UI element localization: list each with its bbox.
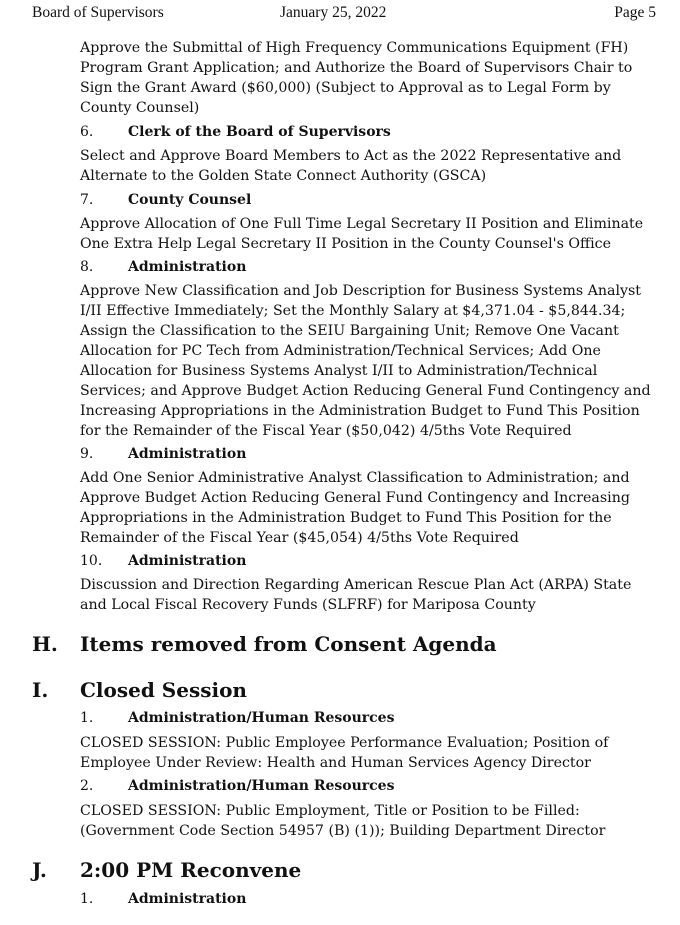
paragraph-line: Discussion and Direction Regarding American Rescue Plan Act (ARPA) State [80,577,632,593]
paragraph-line: I/II Effective Immediately; Set the Monthly Salary at $4,371.04 - $5,844.34; [80,303,626,319]
agenda-item-6-heading [80,124,391,140]
section-letter: H. [32,632,58,656]
closed-item-2-text [80,801,660,841]
item-number: 8. [80,259,94,275]
paragraph-line: Sign the Grant Award ($60,000) (Subject to Approval as to Legal Form by [80,80,611,96]
item-title: Clerk of the Board of Supervisors [128,124,391,140]
agenda-item-9-text [80,468,660,548]
item-number: 7. [80,192,94,208]
agenda-item-10-heading [80,553,246,569]
agenda-item-7-text [80,214,660,254]
paragraph-line: Remainder of the Fiscal Year ($45,054) 4/5ths Vote Required [80,530,519,546]
paragraph-line: County Counsel) [80,100,200,116]
section-letter: I. [32,678,49,702]
item-title: County Counsel [128,192,252,208]
section-title: Closed Session [80,678,247,702]
closed-item-1-text [80,733,660,773]
section-i-heading [32,678,247,702]
section-title: Items removed from Consent Agenda [80,632,497,656]
agenda-item-8-heading [80,259,246,275]
paragraph-line: Approve New Classification and Job Description for Business Systems Analyst [80,283,642,299]
item-title: Administration/Human Resources [128,778,395,794]
section-letter: J. [32,858,47,882]
paragraph-line: Employee Under Review: Health and Human Services Agency Director [80,755,591,771]
paragraph-line: for the Remainder of the Fiscal Year ($50,042) 4/5ths Vote Required [80,423,572,439]
intro-paragraph [80,38,660,118]
agenda-item-7-heading [80,192,251,208]
paragraph-line: (Government Code Section 54957 (B) (1)); Building Department Director [80,823,606,839]
item-title: Administration [128,553,247,569]
paragraph-line: Allocation for PC Tech from Administration/Technical Services; Add One [80,343,601,359]
item-number: 1. [80,891,94,907]
paragraph-line: Alternate to the Golden State Connect Authority (GSCA) [80,168,487,184]
paragraph-line: and Local Fiscal Recovery Funds (SLFRF) for Mariposa County [80,597,536,613]
paragraph-line: Approve Allocation of One Full Time Legal Secretary II Position and Eliminate [80,216,644,232]
paragraph-line: Assign the Classification to the SEIU Bargaining Unit; Remove One Vacant [80,323,619,339]
paragraph-line: Program Grant Application; and Authorize the Board of Supervisors Chair to [80,60,633,76]
header-page-number: Page 5 [614,4,656,21]
item-number: 6. [80,124,94,140]
paragraph-line: Approve the Submittal of High Frequency Communications Equipment (FH) [80,40,629,56]
header-board-name: Board of Supervisors [32,4,164,21]
paragraph-line: Increasing Appropriations in the Administration Budget to Fund This Position [80,403,640,419]
item-number: 1. [80,710,94,726]
item-title: Administration [128,891,247,907]
agenda-item-6-text [80,146,660,186]
closed-item-2-heading [80,778,394,794]
item-title: Administration [128,259,247,275]
paragraph-line: Appropriations in the Administration Budget to Fund This Position for the [80,510,612,526]
agenda-item-8-text [80,281,660,441]
agenda-item-9-heading [80,446,246,462]
header-date: January 25, 2022 [280,4,387,21]
reconvene-item-1-heading [80,891,246,907]
paragraph-line: Services; and Approve Budget Action Reducing General Fund Contingency and [80,383,651,399]
paragraph-line: Allocation for Business Systems Analyst I/II to Administration/Technical [80,363,598,379]
paragraph-line: CLOSED SESSION: Public Employee Performance Evaluation; Position of [80,735,609,751]
item-title: Administration/Human Resources [128,710,395,726]
section-h-heading [32,632,497,656]
page-header [32,4,656,24]
paragraph-line: Approve Budget Action Reducing General Fund Contingency and Increasing [80,490,630,506]
closed-item-1-heading [80,710,394,726]
section-j-heading [32,858,301,882]
paragraph-line: One Extra Help Legal Secretary II Position in the County Counsel's Office [80,236,611,252]
item-number: 9. [80,446,94,462]
item-number: 10. [80,553,103,569]
item-title: Administration [128,446,247,462]
paragraph-line: Add One Senior Administrative Analyst Classification to Administration; and [80,470,630,486]
section-title: 2:00 PM Reconvene [80,858,302,882]
item-number: 2. [80,778,94,794]
paragraph-line: Select and Approve Board Members to Act as the 2022 Representative and [80,148,622,164]
agenda-item-10-text [80,575,660,615]
paragraph-line: CLOSED SESSION: Public Employment, Title or Position to be Filled: [80,803,580,819]
